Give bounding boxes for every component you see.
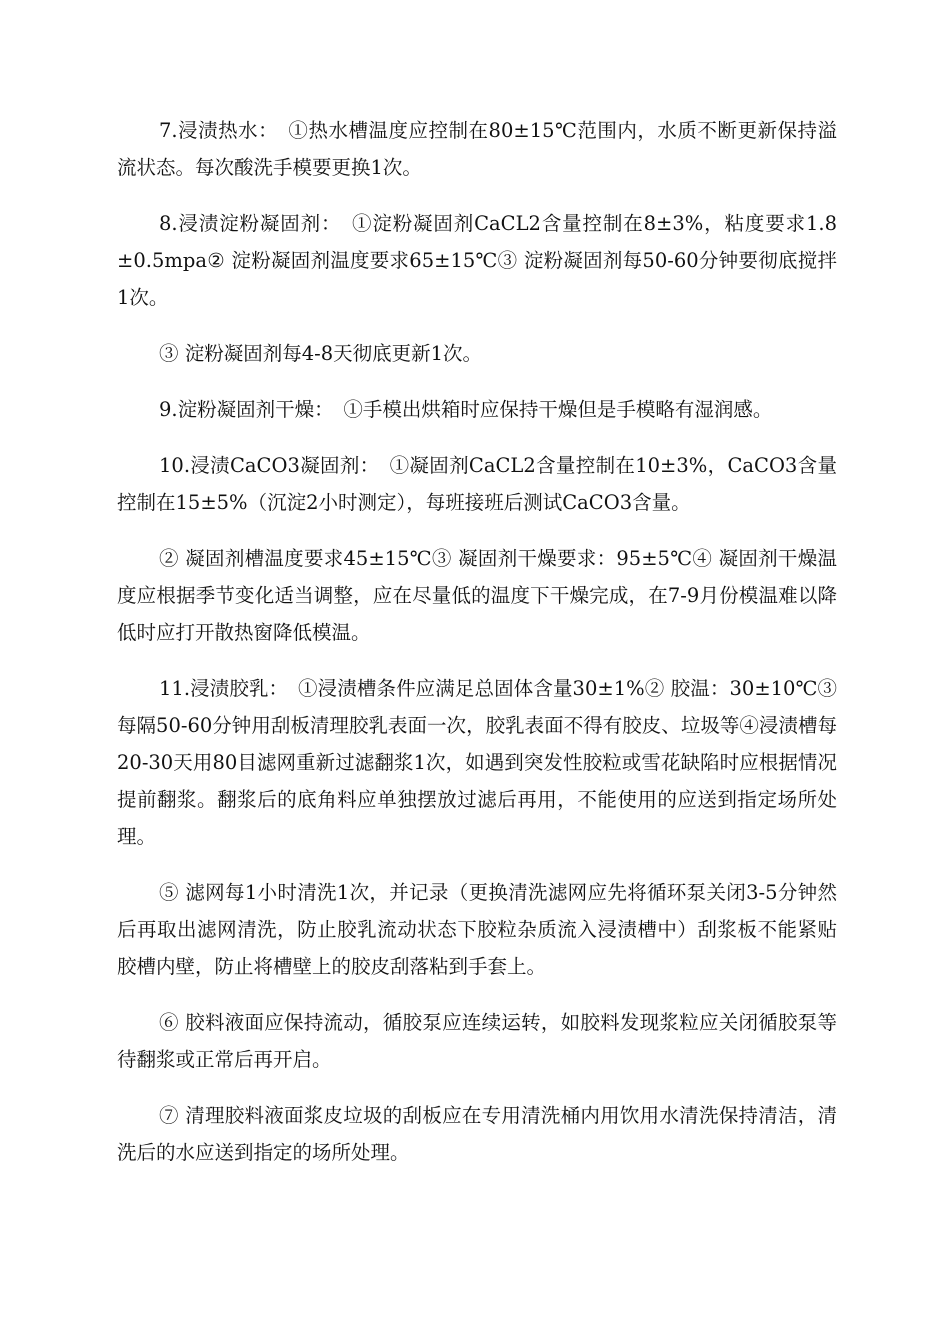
- paragraph-caco3-coagulant-dip: 10.浸渍CaCO3凝固剂： ①凝固剂CaCL2含量控制在10±3%，CaCO3含量控制在15±5%（沉淀2小时测定），每班接班后测试CaCO3含量。: [117, 454, 837, 514]
- paragraph-latex-circulation: ⑥ 胶料液面应保持流动，循胶泵应连续运转，如胶料发现浆粒应关闭循胶泵等待翻浆或正常后再开启。: [117, 1011, 837, 1071]
- paragraph-latex-dip: 11.浸渍胶乳： ①浸渍槽条件应满足总固体含量30±1%② 胶温：30±10℃③ 每隔50-60分钟用刮板清理胶乳表面一次，胶乳表面不得有胶皮、垃圾等④浸渍槽每20-30天用80目滤网重新过滤翻浆1次，如遇到突发性胶粒或雪花缺陷时应根据情况提前翻浆。翻浆后的底角料应单独摆放过滤后再用，不能使用的应送到指定场所处理。: [117, 677, 837, 848]
- document-page: [117, 112, 837, 1190]
- paragraph-scraper-cleaning: ⑦ 清理胶料液面浆皮垃圾的刮板应在专用清洗桶内用饮用水清洗保持清洁，清洗后的水应送到指定的场所处理。: [117, 1104, 837, 1164]
- paragraph-coagulant-temperature: ② 凝固剂槽温度要求45±15℃③ 凝固剂干燥要求：95±5℃④ 凝固剂干燥温度应根据季节变化适当调整，应在尽量低的温度下干燥完成，在7-9月份模温难以降低时应打开散热窗降低模温。: [117, 547, 837, 644]
- paragraph-hot-water-dip: 7.浸渍热水： ①热水槽温度应控制在80±15℃范围内，水质不断更新保持溢流状态。每次酸洗手模要更换1次。: [117, 119, 837, 179]
- paragraph-filter-cleaning: ⑤ 滤网每1小时清洗1次，并记录（更换清洗滤网应先将循环泵关闭3-5分钟然后再取出滤网清洗，防止胶乳流动状态下胶粒杂质流入浸渍槽中）刮浆板不能紧贴胶槽内壁，防止将槽壁上的胶皮刮落粘到手套上。: [117, 881, 837, 978]
- paragraph-starch-coagulant-drying: 9.淀粉凝固剂干燥： ①手模出烘箱时应保持干燥但是手模略有湿润感。: [159, 398, 773, 421]
- paragraph-starch-coagulant-dip: 8.浸渍淀粉凝固剂： ①淀粉凝固剂CaCL2含量控制在8±3%，粘度要求1.8±0.5mpa② 淀粉凝固剂温度要求65±15℃③ 淀粉凝固剂每50-60分钟要彻底搅拌1次。: [117, 212, 837, 309]
- paragraph-starch-coagulant-renewal: ③ 淀粉凝固剂每4-8天彻底更新1次。: [159, 342, 483, 365]
